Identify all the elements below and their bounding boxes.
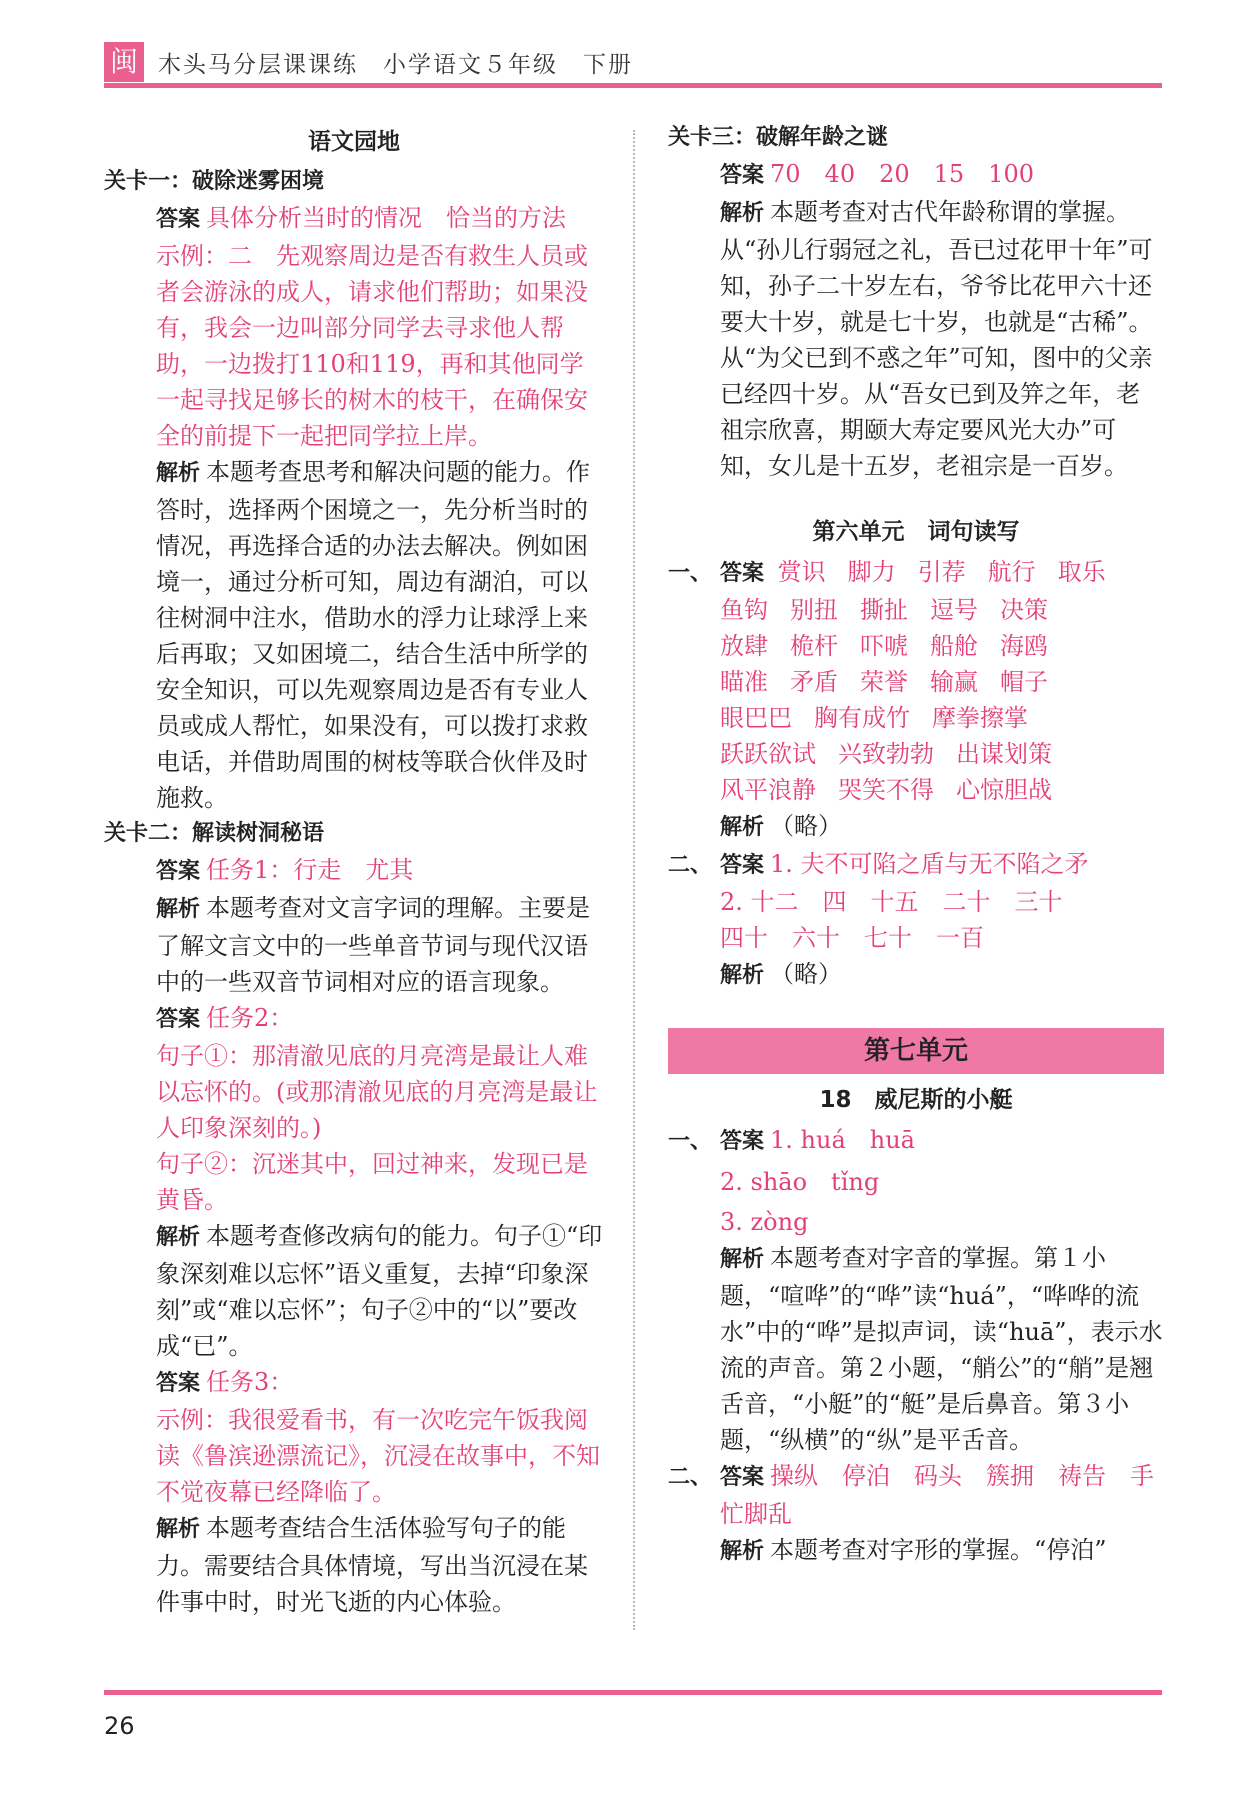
- unit7-q1-analysis: 解析 本题考查对字音的掌握。第１小题，“喧哗”的“哗”读“huá”，“哗哗的流水”中的“哗”是拟声词，读“huā”，表示水流的声音。第２小题，“艄公”的“艄”是翘舌音，“小艇”的“艇”是后鼻音。第３小题，“纵横”的“纵”是平舌音。: [720, 1244, 1163, 1454]
- level1-analysis-text: 本题考查思考和解决问题的能力。作答时，选择两个困境之一，先分析当时的情况，再选择合适的办法去解决。例如困境一，通过分析可知，周边有湖泊，可以往树洞中注水，借助水的浮力让球浮上来后再取；又如困境二，结合生活中所学的安全知识，可以先观察周边是否有专业人员或成人帮忙，如果没有，可以拨打求救电话，并借助周围的树枝等联合伙伴及时施救。: [156, 458, 591, 812]
- word-item: 胸有成竹: [814, 704, 910, 732]
- task2-sentence2: 句子②：沉迷其中，回过神来，发现已是黄昏。: [156, 1150, 588, 1214]
- word-item: 哭笑不得: [838, 776, 934, 804]
- unit6-q2-line2: 2. 十二 四 十五 二十 三十: [720, 888, 1063, 916]
- task2-sentence1: 句子①：那清澈见底的月亮湾是最让人难以忘怀的。(或那清澈见底的月亮湾是最让人印象深刻的。): [156, 1042, 598, 1142]
- word-item: 帽子: [1000, 668, 1048, 696]
- word-item: 心惊胆战: [956, 776, 1052, 804]
- word-item: 跃跃欲试: [720, 740, 816, 768]
- word-item: 鱼钩: [720, 596, 768, 624]
- level2-heading: 关卡二：解读树洞秘语: [104, 821, 325, 846]
- word-item: 兴致勃勃: [838, 740, 934, 768]
- unit7-q1-line2: 2. shāo tǐng: [720, 1168, 880, 1196]
- level1-heading: 关卡一：破除迷雾困境: [104, 169, 325, 194]
- word-item: 取乐: [1057, 558, 1106, 586]
- word-row: [720, 664, 1164, 700]
- task3-answer: 答案 任务3：: [156, 1368, 294, 1396]
- word-item: 荣誉: [860, 668, 908, 696]
- book-title: 木头马分层课课练 小学语文５年级 下册: [158, 52, 633, 78]
- word-item: 摩拳擦掌: [932, 704, 1028, 732]
- left-column: [104, 120, 604, 1620]
- level3-answer: 答案 70 40 20 15 100: [720, 160, 1034, 188]
- unit7-q1-line3: 3. zòng: [720, 1208, 809, 1236]
- section-title: 语文园地: [308, 129, 400, 155]
- word-item: 桅杆: [790, 632, 838, 660]
- word-item: 逗号: [930, 596, 978, 624]
- level3-analysis: 解析 本题考查对古代年龄称谓的掌握。从“孙儿行弱冠之礼，吾已过花甲十年”可知，孙子二十岁左右，爷爷比花甲六十还要大十岁，就是七十岁，也就是“古稀”。从“为父已到不惑之年”可知，图中的父亲已经四十岁。从“吾女已到及笄之年，老祖宗欣喜，期颐大寿定要风光大办”可知，女儿是十五岁，老祖宗是一百岁。: [720, 198, 1153, 480]
- unit6-q2-line3: 四十 六十 七十 一百: [720, 924, 984, 952]
- word-row: [720, 592, 1164, 628]
- word-row: [720, 700, 1164, 736]
- word-row: [720, 628, 1164, 664]
- unit7-q1: 一、 答案 1. huá huā: [668, 1126, 915, 1154]
- task3-text: 示例：我很爱看书，有一次吃完午饭我阅读《鲁滨逊漂流记》，沉浸在故事中，不知不觉夜幕已经降临了。: [156, 1406, 600, 1506]
- publisher-logo: 闽: [104, 42, 144, 82]
- word-item: 赏识: [777, 558, 826, 586]
- word-item: 决策: [1000, 596, 1048, 624]
- word-item: 航行: [987, 558, 1036, 586]
- header-divider: [104, 83, 1162, 88]
- word-item: 瞄准: [720, 668, 768, 696]
- level3-heading: 关卡三：破解年龄之谜: [668, 125, 889, 150]
- word-item: 风平浪静: [720, 776, 816, 804]
- task2-answer: 答案 任务2：: [156, 1004, 294, 1032]
- footer-divider: [104, 1690, 1162, 1695]
- word-row: [720, 772, 1164, 808]
- right-column: [668, 120, 1164, 1570]
- word-row: [778, 558, 1128, 586]
- word-item: 别扭: [790, 596, 838, 624]
- unit6-q2: 二、 答案 1. 夫不可陷之盾与无不陷之矛: [668, 850, 1089, 878]
- task3-analysis: 解析 本题考查结合生活体验写句子的能力。需要结合具体情境，写出当沉浸在某件事中时，时光飞逝的内心体验。: [156, 1514, 588, 1616]
- task1-analysis: 解析 本题考查对文言字词的理解。主要是了解文言文中的一些单音节词与现代汉语中的一些双音节词相对应的语言现象。: [156, 894, 591, 996]
- word-item: 撕扯: [860, 596, 908, 624]
- word-item: 脚力: [847, 558, 896, 586]
- task1-answer: 答案 任务1：行走 尤其: [156, 856, 414, 884]
- unit6-title: 第六单元 词句读写: [812, 519, 1020, 545]
- word-item: 海鸥: [1000, 632, 1048, 660]
- word-item: 矛盾: [790, 668, 838, 696]
- level1-answer: 答案 具体分析当时的情况 恰当的方法 示例：二 先观察周边是否有救生人员或者会游泳的成人，请求他们帮助；如果没有，我会一边叫部分同学去寻求他人帮助，一边拨打110和119，再和其他同学一起寻找足够长的树木的枝干，在确保安全的前提下一起把同学拉上岸。: [156, 204, 591, 450]
- word-item: 眼巴巴: [720, 704, 792, 732]
- unit6-q1-analysis: 解析 （略）: [720, 812, 843, 840]
- lesson-title: 18 威尼斯的小艇: [819, 1087, 1013, 1113]
- level1-analysis: 解析 本题考查思考和解决问题的能力。作答时，选择两个困境之一，先分析当时的情况，再选择合适的办法去解决。例如困境一，通过分析可知，周边有湖泊，可以往树洞中注水，借助水的浮力让球浮上来后再取；又如困境二，结合生活中所学的安全知识，可以先观察周边是否有专业人员或成人帮忙，如果没有，可以拨打求救电话，并借助周围的树枝等联合伙伴及时施救。: [156, 458, 591, 812]
- column-divider: [633, 130, 635, 1630]
- unit7-q2-analysis: 解析 本题考查对字形的掌握。“停泊”: [720, 1536, 1107, 1564]
- page-number: 26: [104, 1712, 135, 1740]
- word-item: 放肆: [720, 632, 768, 660]
- word-item: 输赢: [930, 668, 978, 696]
- unit7-q2: 二、 答案 操纵 停泊 码头 簇拥 祷告 手忙脚乱: [668, 1462, 1155, 1528]
- unit6-q2-analysis: 解析 （略）: [720, 960, 843, 988]
- level1-answer-text: 具体分析当时的情况 恰当的方法 示例：二 先观察周边是否有救生人员或者会游泳的成人，请求他们帮助；如果没有，我会一边叫部分同学去寻求他人帮助，一边拨打110和119，再和其他同学一起寻找足够长的树木的枝干，在确保安全的前提下一起把同学拉上岸。: [156, 204, 591, 450]
- word-row: [720, 736, 1164, 772]
- task2-analysis: 解析 本题考查修改病句的能力。句子①“印象深刻难以忘怀”语义重复，去掉“印象深刻”或“难以忘怀”；句子②中的“以”要改成“已”。: [156, 1222, 603, 1360]
- page-header: [0, 0, 1250, 95]
- unit6-q1: 一、 答案 赏识 脚力 引荐 航行 取乐 鱼钩 别扭 撕扯 逗号 决策 放肆 桅杆 吓唬 船舱 海鸥 瞄准 矛盾 荣誉 输赢 帽子 眼巴巴 胸有成竹 摩拳擦掌 跃跃欲试 兴致勃勃 出谋划策 风平浪静 哭笑不得 心惊胆战: [668, 554, 1164, 808]
- word-item: 引荐: [917, 558, 966, 586]
- word-item: 出谋划策: [956, 740, 1052, 768]
- word-item: 船舱: [930, 632, 978, 660]
- unit7-banner: 第七单元: [668, 1028, 1164, 1074]
- word-item: 吓唬: [860, 632, 908, 660]
